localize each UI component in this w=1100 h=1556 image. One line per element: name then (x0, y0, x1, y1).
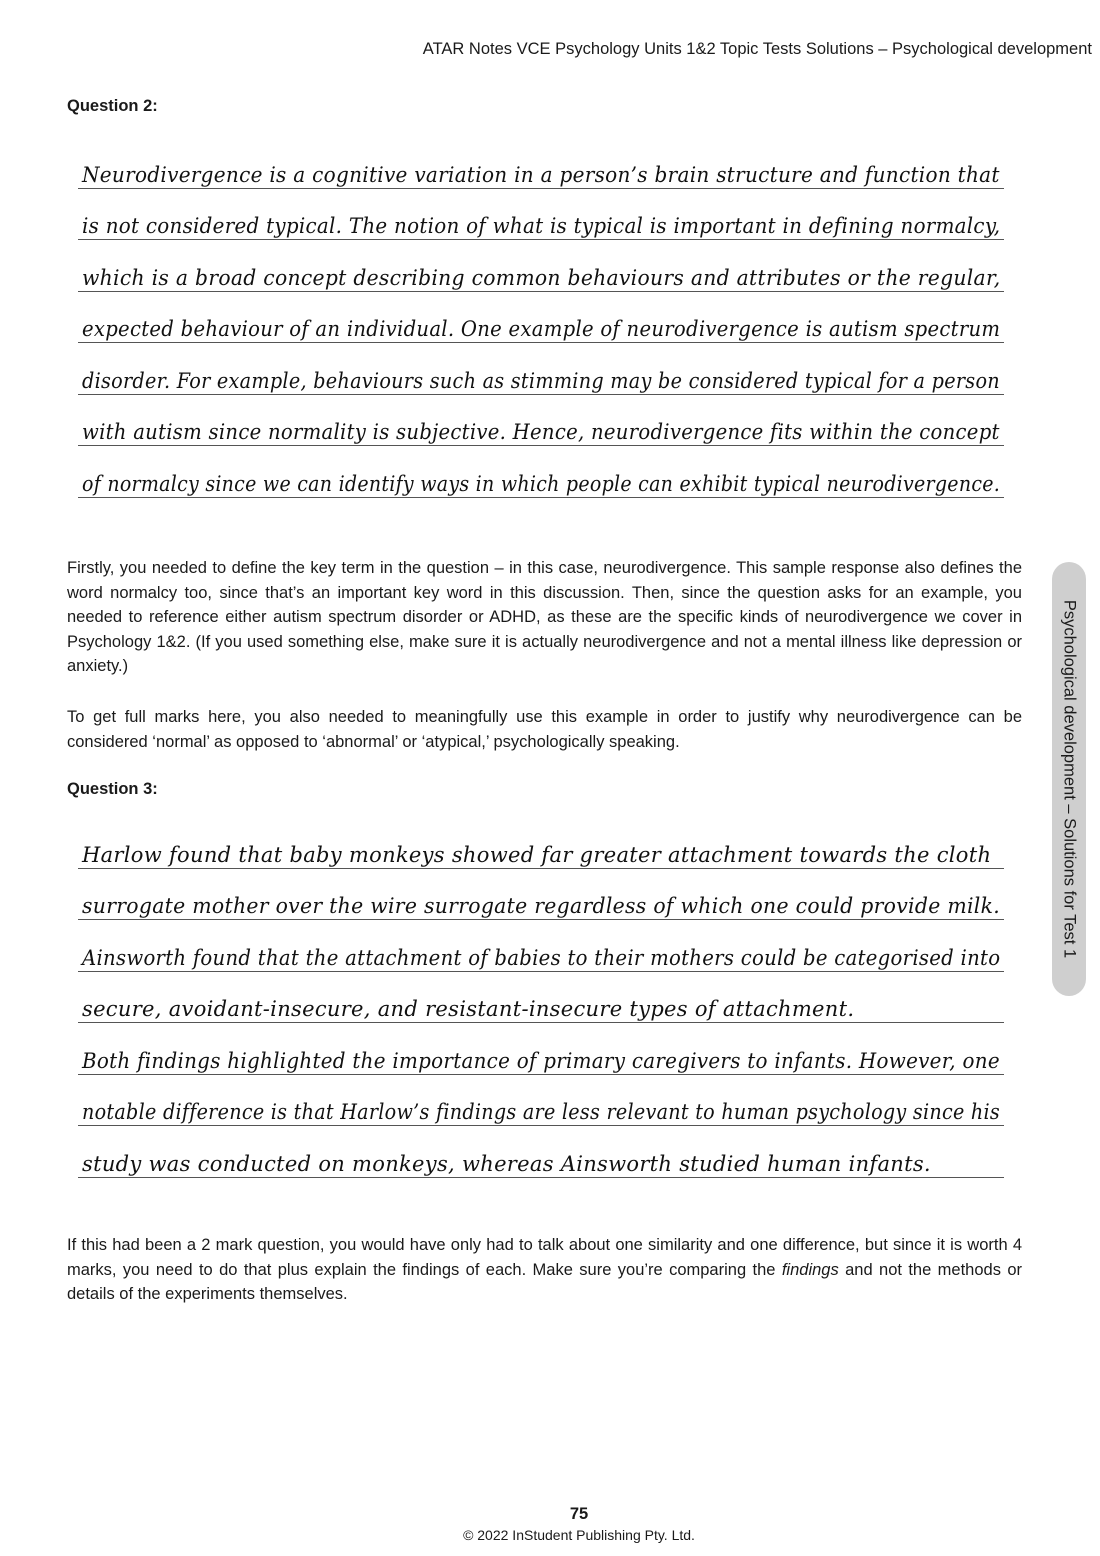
handwritten-text: notable difference is that Harlow’s findings are less relevant to human psychology since his (82, 1100, 1001, 1124)
answer-line (78, 137, 1004, 189)
question-2-commentary-1: Firstly, you needed to define the key term in the question – in this case, neurodivergence. This sample response also defines the word normalcy too, since that’s an important key word in this discussion. Then, since the question asks for an example, you needed to reference either autism spectrum disorder or ADHD, as these are the specific kinds of neurodivergence we cover in Psychology 1&2. (If you used something else, make sure it is actually neurodivergence and not a mental illness like depression or anxiety.) (67, 559, 1022, 676)
emphasis-findings: findings (781, 1260, 839, 1279)
answer-line (78, 817, 1004, 869)
copyright-footer: © 2022 InStudent Publishing Pty. Ltd. (463, 1527, 695, 1543)
answer-line (78, 446, 1004, 498)
question-2-heading: Question 2: (67, 97, 158, 115)
handwritten-text: Harlow found that baby monkeys showed far greater attachment towards the cloth (82, 842, 992, 867)
answer-line (78, 1075, 1004, 1127)
question-2-handwritten-answer (78, 137, 1004, 498)
commentary-text: and not the methods or details of the experiments themselves. (67, 1260, 1023, 1304)
handwritten-text: expected behaviour of an individual. One example of neurodivergence is autism spectrum (82, 317, 1001, 341)
answer-line (78, 869, 1004, 921)
section-side-tab-label: Psychological development – Solutions for Test 1 (1060, 599, 1079, 959)
question-3-commentary (67, 1233, 1022, 1307)
handwritten-text: which is a broad concept describing common behaviours and attributes or the regular, (82, 265, 1001, 290)
handwritten-text: Ainsworth found that the attachment of babies to their mothers could be categorised into (82, 945, 1001, 970)
handwritten-text: Both findings highlighted the importance of primary caregivers to infants. However, one (82, 1048, 1000, 1073)
handwritten-text: study was conducted on monkeys, whereas Ainsworth studied human infants. (82, 1151, 931, 1176)
running-header: ATAR Notes VCE Psychology Units 1&2 Topic Tests Solutions – Psychological development (422, 40, 1092, 58)
question-3-handwritten-answer (78, 817, 1004, 1178)
handwritten-text: is not considered typical. The notion of what is typical is important in defining normalcy, (82, 214, 1001, 238)
answer-line (78, 343, 1004, 395)
answer-line (78, 920, 1004, 972)
handwritten-text: surrogate mother over the wire surrogate regardless of which one could provide milk. (82, 894, 1001, 918)
answer-line (78, 1126, 1004, 1178)
handwritten-text: with autism since normality is subjective. Hence, neurodivergence fits within the concept (82, 420, 1000, 444)
answer-line (78, 240, 1004, 292)
page-number: 75 (569, 1505, 589, 1523)
handwritten-text: of normalcy since we can identify ways in which people can exhibit typical neurodivergence. (82, 471, 1001, 496)
answer-line (78, 189, 1004, 241)
question-2-commentary-2: To get full marks here, you also needed to meaningfully use this example in order to justify why neurodivergence can be considered ‘normal’ as opposed to ‘abnormal’ or ‘atypical,’ psychologically speaking. (67, 708, 1022, 751)
handwritten-text: Neurodivergence is a cognitive variation in a person’s brain structure and function that (82, 162, 1000, 187)
answer-line (78, 292, 1004, 344)
answer-line (78, 395, 1004, 447)
answer-line (78, 972, 1004, 1024)
handwritten-text: disorder. For example, behaviours such as stimming may be considered typical for a person (82, 368, 1000, 393)
handwritten-text: secure, avoidant-insecure, and resistant-insecure types of attachment. (82, 997, 855, 1021)
question-3-heading: Question 3: (67, 780, 158, 798)
answer-line (78, 1023, 1004, 1075)
commentary-text: If this had been a 2 mark question, you would have only had to talk about one similarity and one difference, but since it is worth 4 marks, you need to do that plus explain the findings of each. Make sure you’re comparing the (67, 1236, 1022, 1279)
